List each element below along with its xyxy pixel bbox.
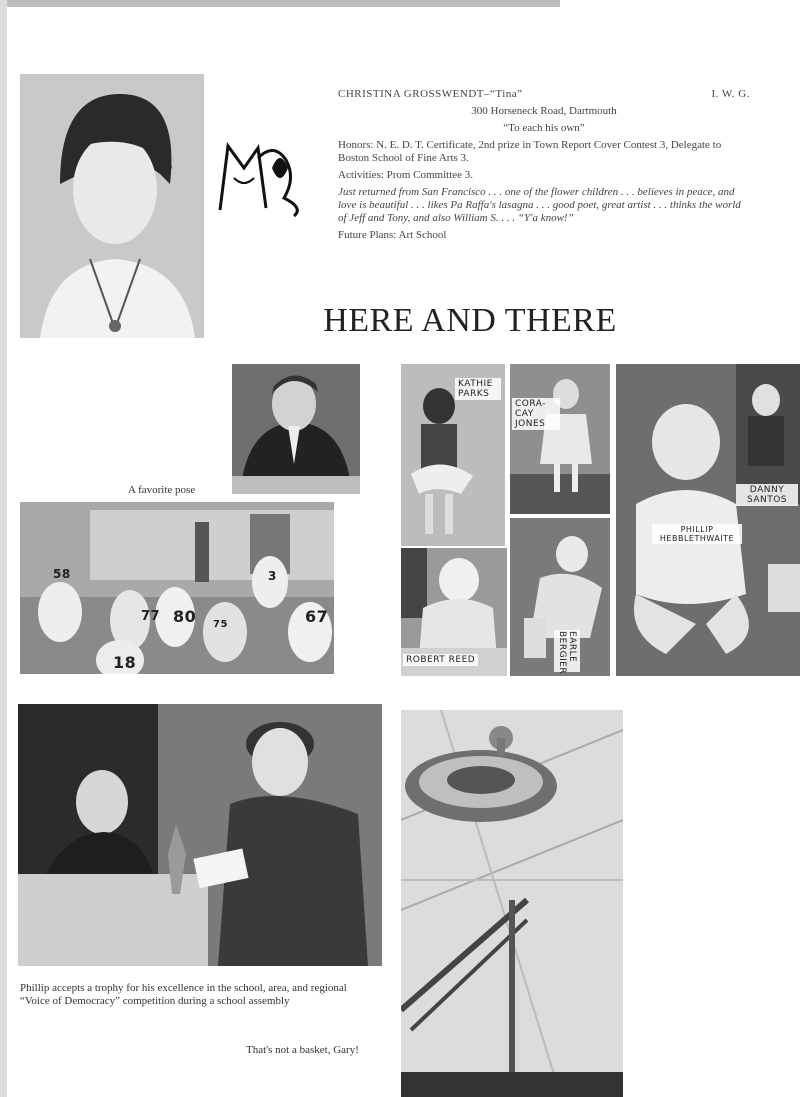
student-motto: “To each his own” [503, 122, 585, 134]
student-description: Just returned from San Francisco . . . one of the flower children . . . believes in peace, and love is beautiful . . . likes Pa Raffa's lasagna . . . good poet, great artist . . . thinks the world of Jeff and Tony, and also William S. . . . “Y'a know!” [338, 186, 741, 224]
baby-label-phillip: PHILLIP HEBBLETHWAITE [652, 524, 742, 544]
baby-label-cora: CORA-CAY JONES [512, 398, 560, 430]
student-name: CHRISTINA GROSSWENDT–“Tina” [338, 88, 523, 100]
page-heading: HERE AND THERE [323, 302, 617, 339]
student-initials: I. W. G. [711, 88, 750, 100]
student-plans: Future Plans: Art School [338, 229, 447, 241]
baby-label-robert: ROBERT REED [403, 654, 478, 666]
student-honors: Honors: N. E. D. T. Certificate, 2nd prize in Town Report Cover Contest 3, Delegate to Boston School of Fine Arts 3. [338, 139, 722, 164]
baby-photo-cora [510, 364, 610, 514]
baby-photo-danny-phillip [616, 364, 800, 676]
trophy-caption: Phillip accepts a trophy for his excellence in the school, area, and regional “Voice of Democracy” competition during a school assembly [20, 982, 347, 1007]
jersey-number: 67 [305, 607, 329, 626]
jersey-number: 18 [113, 653, 137, 672]
baby-photo-robert [401, 548, 507, 676]
football-team-photo [20, 502, 334, 674]
jersey-number: 58 [53, 567, 71, 581]
jersey-number: 80 [173, 607, 197, 626]
jersey-number: 3 [268, 569, 277, 583]
jersey-number: 75 [213, 619, 228, 630]
baby-label-earle: EARLE BERGIER [554, 630, 580, 672]
jersey-number: 77 [141, 609, 161, 624]
signature-doodle-logo [214, 138, 310, 218]
baby-label-kathie: KATHIE PARKS [455, 378, 501, 400]
baby-photo-earle [510, 518, 610, 676]
favorite-pose-caption: A favorite pose [128, 484, 196, 496]
teacher-podium-photo [232, 364, 360, 494]
senior-portrait-photo [20, 74, 204, 338]
scan-top-edge [0, 0, 560, 7]
student-address: 300 Horseneck Road, Dartmouth [471, 105, 617, 117]
scan-left-edge [0, 0, 7, 1097]
basket-caption: That's not a basket, Gary! [246, 1044, 359, 1056]
trophy-presentation-photo [18, 704, 382, 966]
baby-label-danny: DANNY SANTOS [736, 484, 798, 506]
student-activities: Activities: Prom Committee 3. [338, 169, 474, 181]
gym-basket-photo [401, 710, 623, 1097]
baby-photo-kathie [401, 364, 505, 546]
senior-bio [338, 88, 750, 246]
bio-name-line [338, 88, 750, 101]
